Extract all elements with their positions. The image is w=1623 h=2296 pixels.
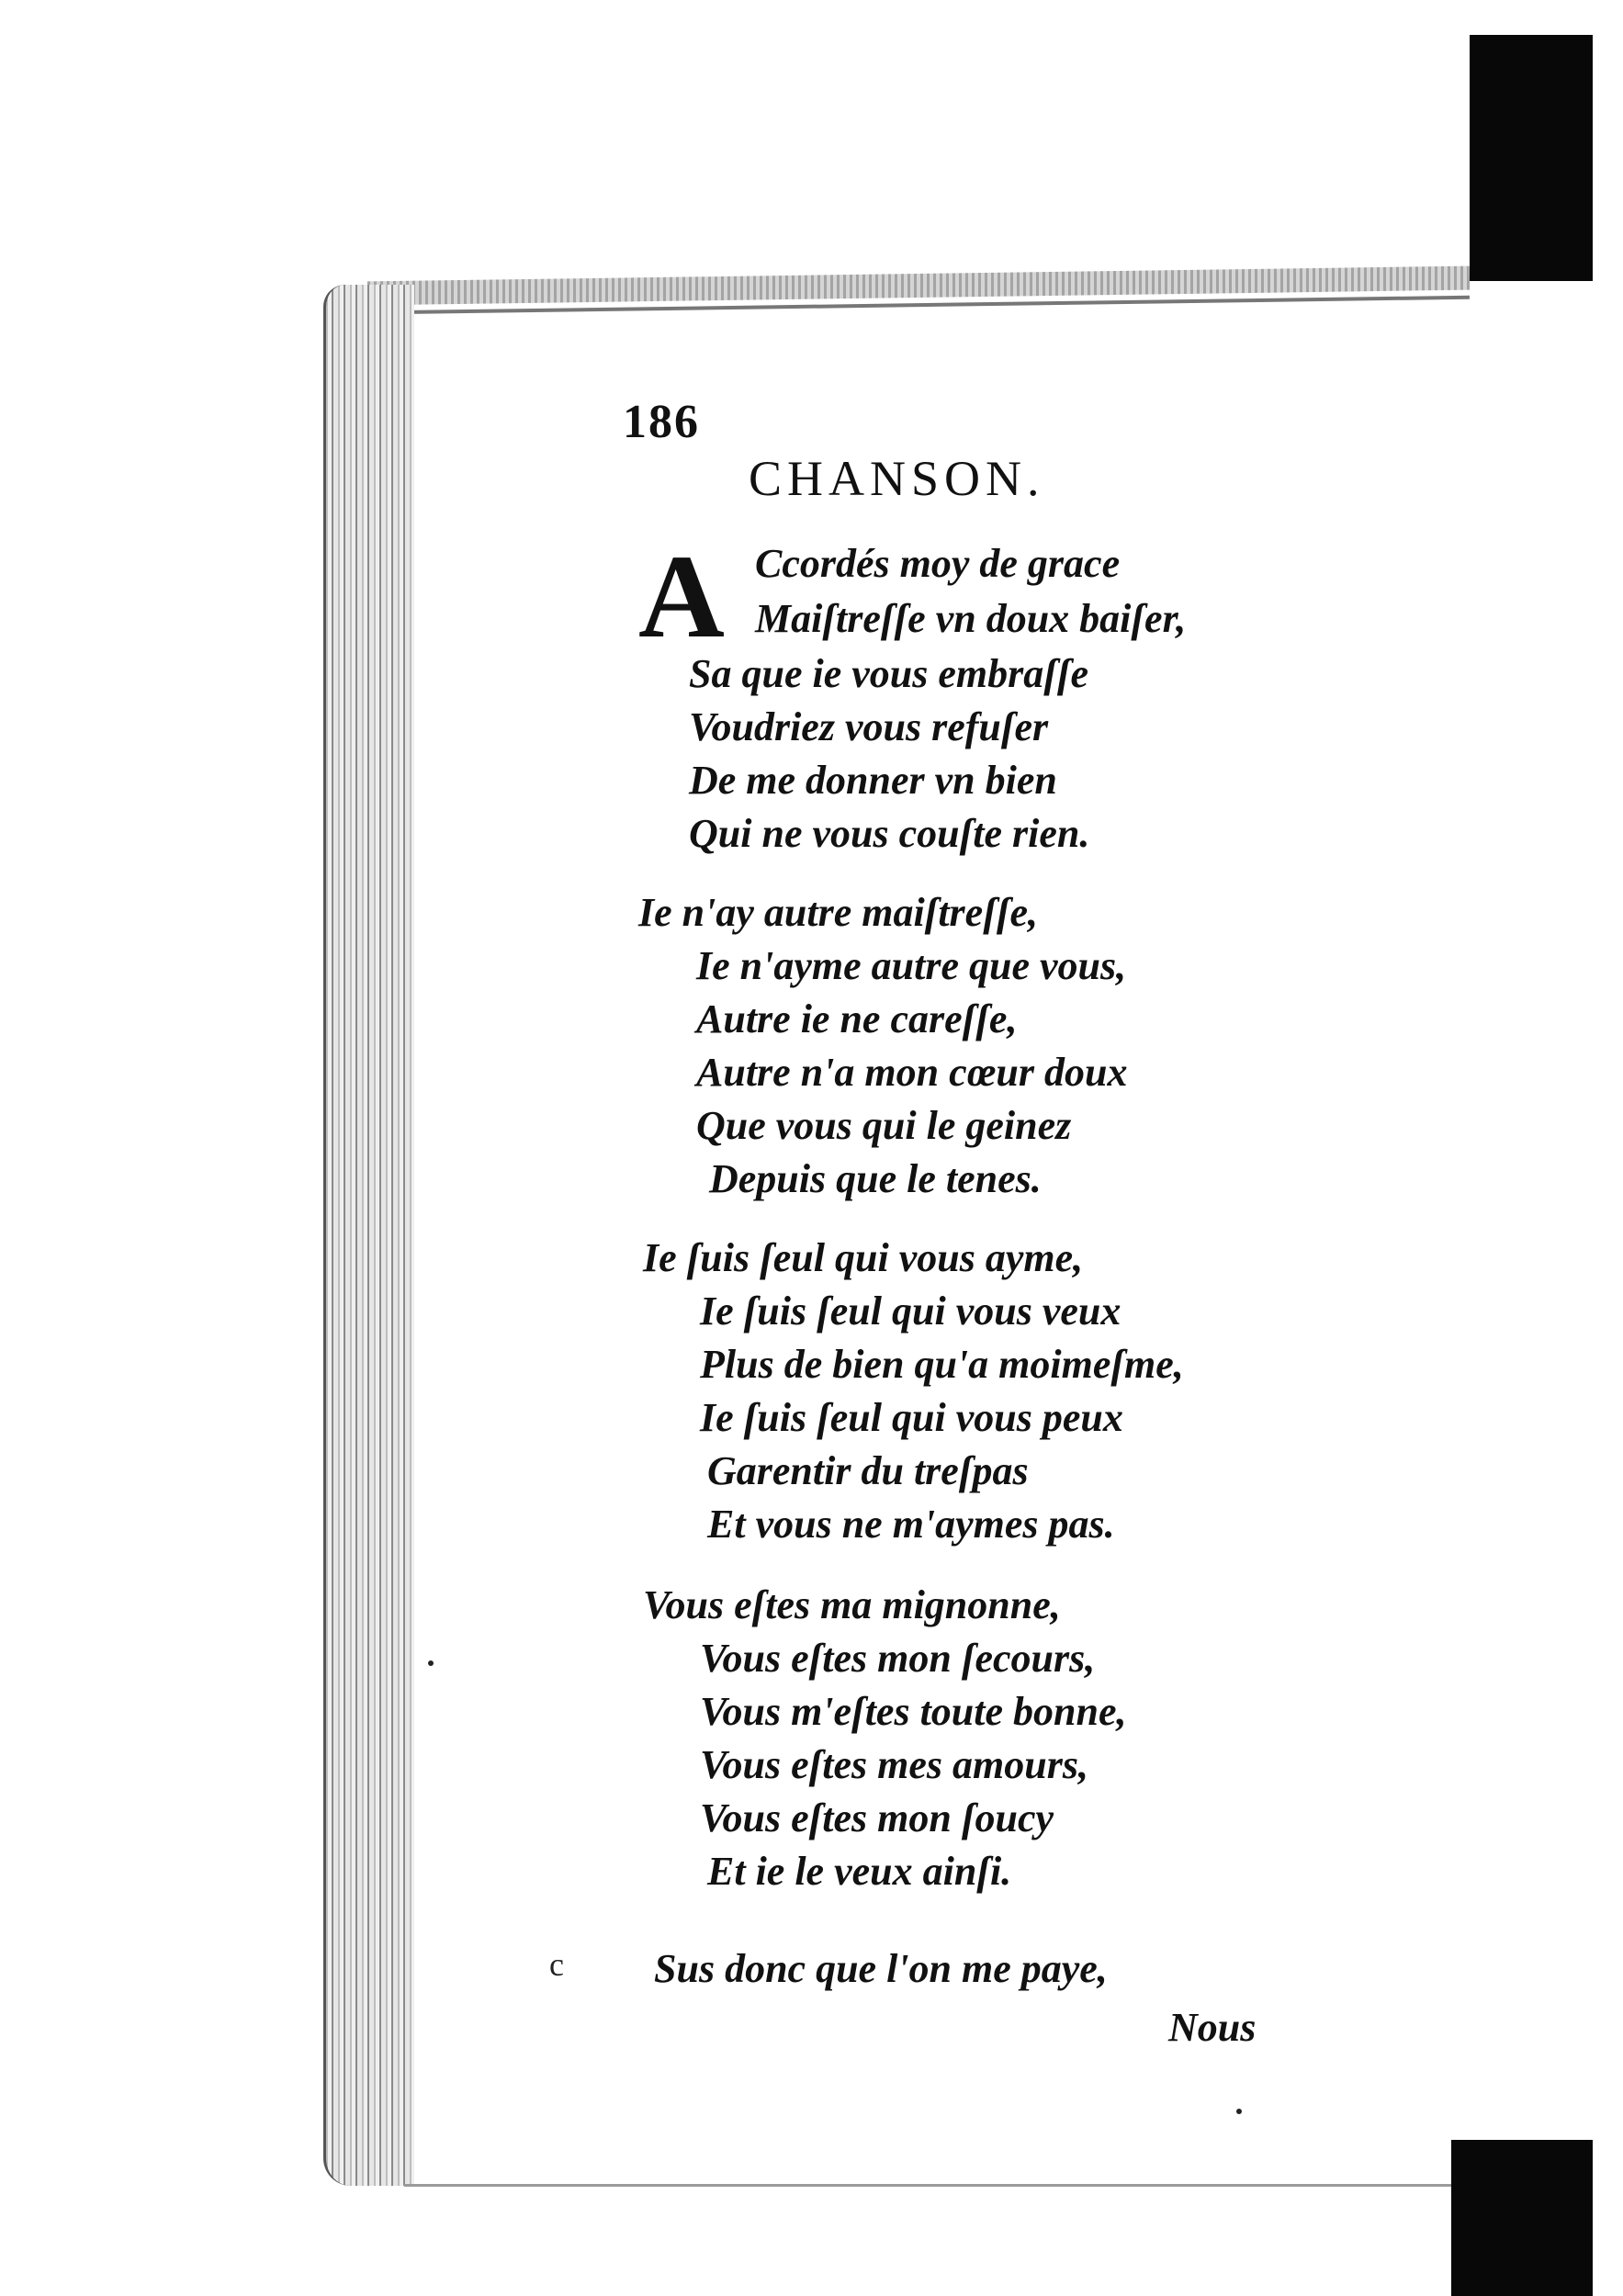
- ink-speck: [428, 1660, 434, 1666]
- poem-line: Vous eſtes mon ſoucy: [700, 1795, 1054, 1840]
- poem-line: Sus donc que l'on me paye,: [654, 1946, 1108, 1991]
- poem-line: Voudriez vous refuſer: [689, 704, 1049, 749]
- poem-line: Vous m'eſtes toute bonne,: [700, 1689, 1127, 1734]
- poem-line: Ie ſuis ſeul qui vous ayme,: [643, 1235, 1084, 1280]
- poem-line: De me donner vn bien: [689, 758, 1057, 803]
- poem-line: Qui ne vous couſte rien.: [689, 811, 1090, 856]
- page-number: 186: [623, 396, 700, 448]
- book-bottom-edge: [404, 2184, 1451, 2187]
- page-title: CHANSON.: [749, 451, 1045, 506]
- poem-line: Sa que ie vous embraſſe: [689, 651, 1089, 696]
- poem-line: Que vous qui le geinez: [696, 1103, 1072, 1148]
- poem-line: Ie n'ay autre maiſtreſſe,: [638, 890, 1039, 935]
- ink-speck: [1236, 2109, 1242, 2114]
- poem-line: Ie n'ayme autre que vous,: [696, 943, 1127, 988]
- scan-black-border-bottom: [1451, 2140, 1593, 2296]
- drop-capital: A: [638, 531, 725, 663]
- poem-line: Et vous ne m'aymes pas.: [707, 1502, 1115, 1547]
- poem-line: Ccordés moy de grace: [755, 541, 1121, 586]
- poem-line: Autre ie ne careſſe,: [696, 996, 1018, 1041]
- poem-line: Autre n'a mon cœur doux: [696, 1050, 1128, 1095]
- poem-line: Plus de bien qu'a moimeſme,: [700, 1342, 1184, 1387]
- poem-line: Depuis que le tenes.: [709, 1156, 1042, 1201]
- poem-line: Vous eſtes mon ſecours,: [700, 1636, 1096, 1681]
- margin-mark: c: [549, 1946, 564, 1983]
- poem-line: Vous eſtes ma mignonne,: [643, 1582, 1061, 1627]
- poem-line: Ie ſuis ſeul qui vous peux: [700, 1395, 1123, 1440]
- poem-line: Garentir du treſpas: [707, 1448, 1029, 1493]
- catchword: Nous: [1168, 2005, 1257, 2050]
- poem-line: Maiſtreſſe vn doux baiſer,: [755, 596, 1187, 641]
- scan-black-border-top: [1470, 35, 1593, 281]
- poem-line: Ie ſuis ſeul qui vous veux: [700, 1289, 1121, 1334]
- poem-line: Vous eſtes mes amours,: [700, 1742, 1088, 1787]
- poem-line: Et ie le veux ainſi.: [707, 1849, 1012, 1894]
- book-page-edges-left: [323, 285, 414, 2186]
